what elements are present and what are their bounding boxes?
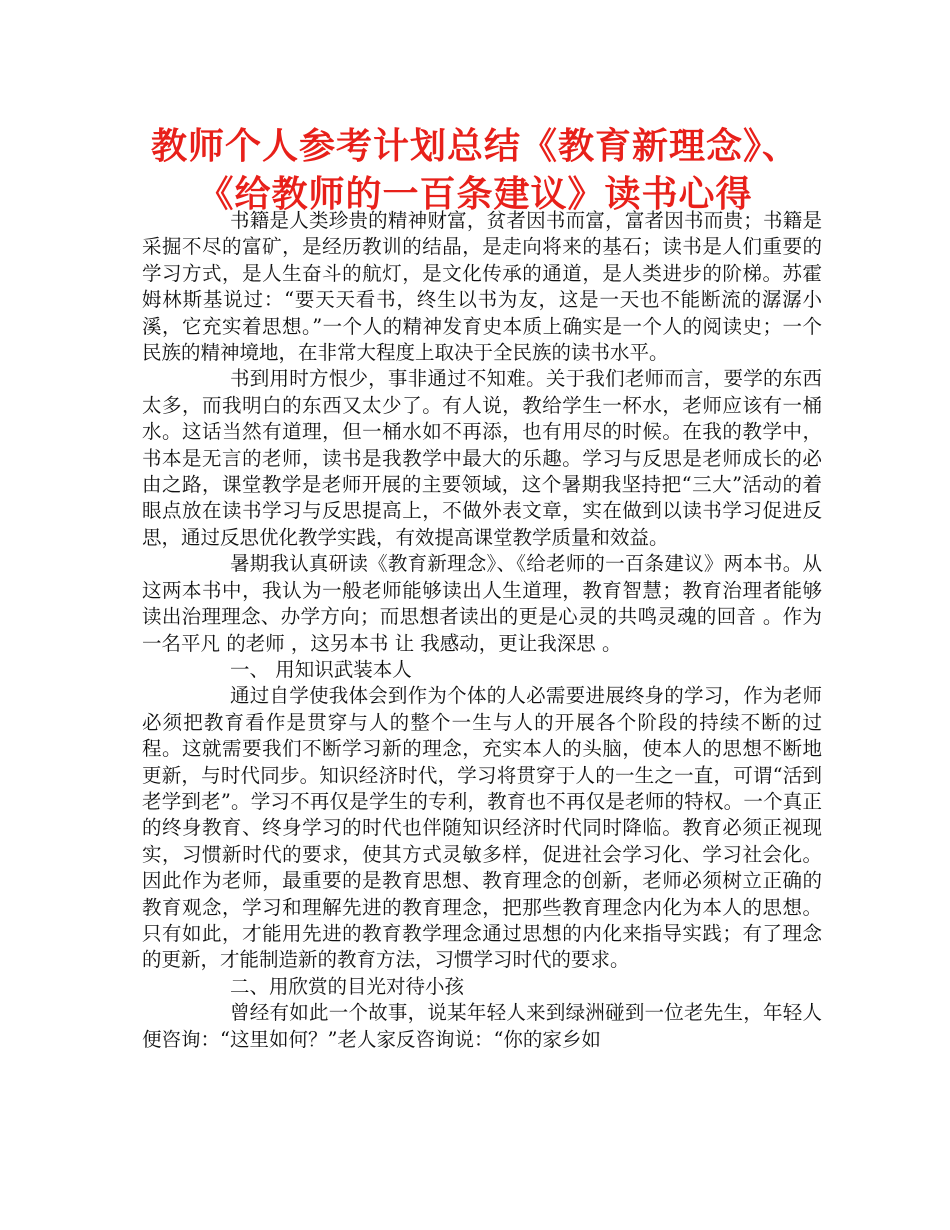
section-heading-2: 二、用欣赏的目光对待小孩 [230, 974, 465, 998]
paragraph-intro: 书籍是人类珍贵的精神财富，贫者因书而富，富者因书而贵；书籍是采掘不尽的富矿，是经历教训的结晶，是走向将来的基石；读书是人们重要的学习方式，是人生奋斗的航灯，是文化传承的通道，是人类进步的阶梯。苏霍姆林斯基说过：“要天天看书，终生以书为友，这是一天也不能断流的潺潺小溪，它充实着思想。”一个人的精神发育史本质上确实是一个人的阅读史；一个民族的精神境地，在非常大程度上取决于全民族的读书水平。 [142, 209, 822, 365]
paragraph-story: 曾经有如此一个故事，说某年轻人来到绿洲碰到一位老先生，年轻人便咨询：“这里如何？”老人家反咨询说：“你的家乡如 [142, 1001, 822, 1051]
document-title-line-2: 《给教师的一百条建议》读书心得 [197, 174, 753, 215]
paragraph-reading-value: 书到用时方恨少，事非通过不知难。关于我们老师而言，要学的东西太多，而我明白的东西又太少了。有人说，教给学生一杯水，老师应该有一桶水。这话当然有道理，但一桶水如不再添，也有用尽的时候。在我的教学中，书本是无言的老师，读书是我教学中最大的乐趣。学习与反思是老师成长的必由之路，课堂教学是老师开展的主要领域，这个暑期我坚持把“三大”活动的着眼点放在读书学习与反思提高上，不做外表文章，实在做到以读书学习促进反思，通过反思优化教学实践，有效提高课堂教学质量和效益。 [142, 367, 822, 549]
section-heading-1: 一、 用知识武装本人 [230, 657, 412, 681]
paragraph-lifelong-learning: 通过自学使我体会到作为个体的人必需要进展终身的学习，作为老师必须把教育看作是贯穿与人的整个一生与人的开展各个阶段的持续不断的过程。这就需要我们不断学习新的理念，充实本人的头脑，使本人的思想不断地更新，与时代同步。知识经济时代，学习将贯穿于人的一生之一直，可谓“活到老学到老”。学习不再仅是学生的专利，教育也不再仅是老师的特权。一个真正的终身教育、终身学习的时代也伴随知识经济时代同时降临。教育必须正视现实，习惯新时代的要求，使其方式灵敏多样，促进社会学习化、学习社会化。因此作为老师，最重要的是教育思想、教育理念的创新，老师必须树立正确的教育观念，学习和理解先进的教育理念，把那些教育理念内化为本人的思想。只有如此，才能用先进的教育教学理念通过思想的内化来指导实践；有了理念的更新，才能制造新的教育方法，习惯学习时代的要求。 [142, 684, 822, 972]
paragraph-two-books: 暑期我认真研读《教育新理念》、《给老师的一百条建议》两本书。从这两本书中，我认为一般老师能够读出人生道理，教育智慧；教育治理者能够读出治理理念、办学方向；而思想者读出的更是心灵的共鸣灵魂的回音 。作为一名平凡 的老师 ，这另本书 让 我感动，更让我深思 。 [142, 552, 822, 655]
document-body [142, 208, 822, 1053]
document-title-line-1: 教师个人参考计划总结《教育新理念》、 [150, 126, 799, 167]
